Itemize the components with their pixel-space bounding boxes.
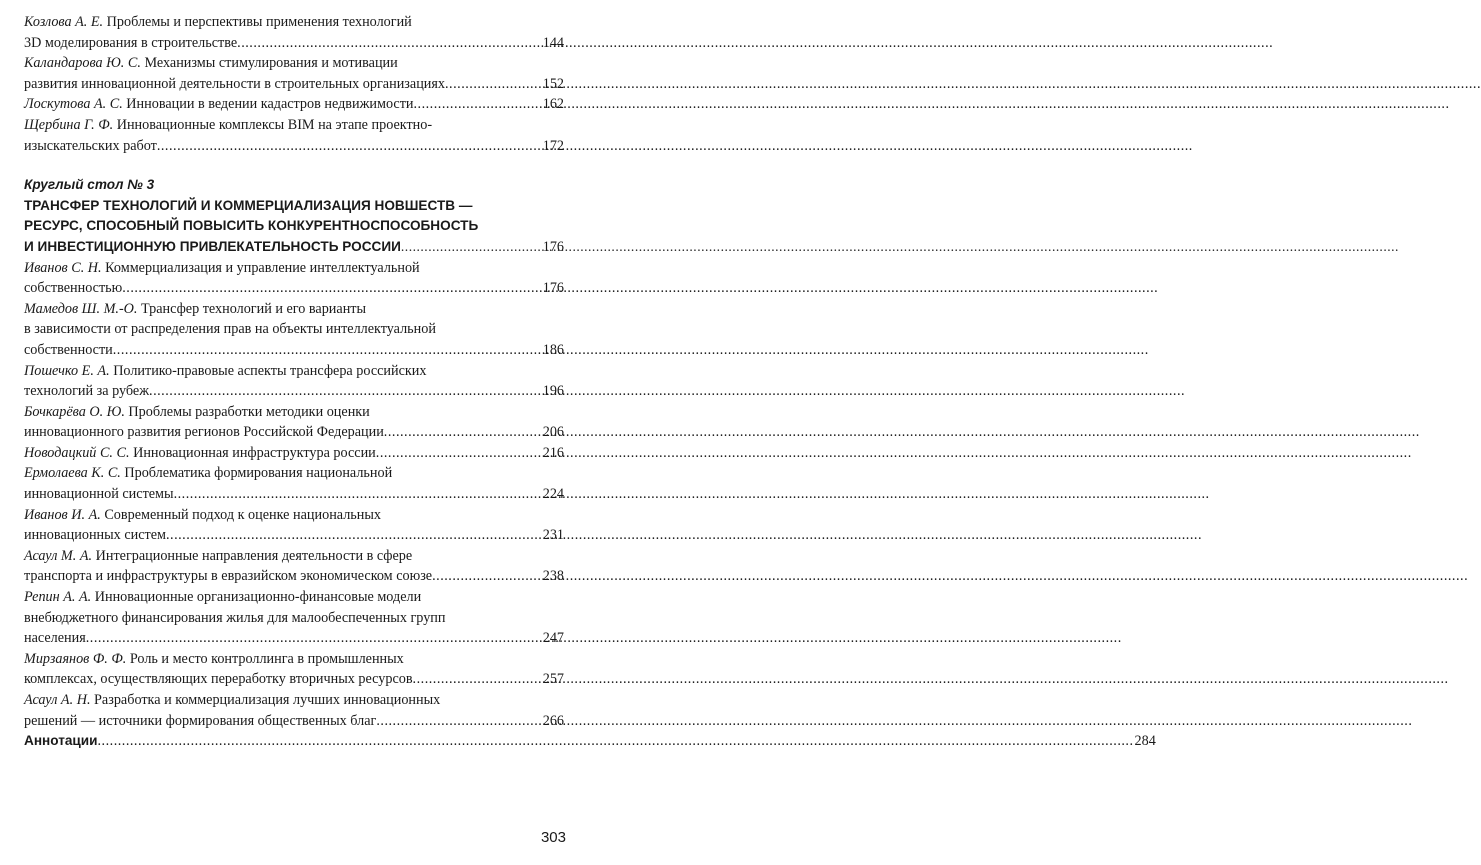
toc-entry — [24, 361, 564, 402]
annotations-label: Аннотации — [24, 733, 98, 749]
section-label: Круглый стол № 3 — [24, 177, 155, 193]
entry-author: Пошечко Е. А. — [24, 362, 110, 379]
annotations-page-number: 284 — [1134, 733, 1156, 750]
toc-entry — [24, 94, 564, 115]
entry-page-number: 162 — [542, 96, 564, 113]
entry-page-number: 247 — [542, 630, 564, 647]
entry-author: Бочкарёва О. Ю. — [24, 403, 125, 420]
entry-author: Иванов С. Н. — [24, 259, 102, 276]
entry-title-line: Инновационная инфраструктура россии — [133, 444, 376, 461]
entry-author: Иванов И. А. — [24, 506, 101, 523]
entry-title-line: внебюджетного финансирования жилья для малообеспеченных групп — [24, 609, 446, 626]
entry-title-line: развития инновационной деятельности в строительных организациях — [24, 75, 445, 92]
toc-entry — [24, 53, 564, 94]
section-title-line: И ИНВЕСТИЦИОННУЮ ПРИВЛЕКАТЕЛЬНОСТЬ РОССИИ — [24, 238, 401, 254]
entry-author: Мамедов Ш. М.-О. — [24, 300, 138, 317]
entry-title-line: изыскательских работ — [24, 137, 157, 154]
dot-leader — [237, 33, 542, 54]
entry-title-line: Проблемы разработки методики оценки — [128, 403, 370, 420]
dot-leader — [166, 525, 542, 546]
entry-author: Асаул М. А. — [24, 547, 93, 564]
entry-title-line: инновационных систем — [24, 527, 166, 544]
entry-author: Мирзаянов Ф. Ф. — [24, 650, 127, 667]
entry-author: Козлова А. Е. — [24, 14, 104, 30]
entry-author: Лоскутова А. С. — [24, 96, 123, 113]
toc-entries-top — [24, 12, 564, 156]
entry-page-number: 186 — [542, 341, 564, 358]
entry-page-number: 216 — [542, 444, 564, 461]
dot-leader — [413, 94, 541, 115]
section-title-line: РЕСУРС, СПОСОБНЫЙ ПОВЫСИТЬ КОНКУРЕНТНОСПОСОБНОСТЬ — [24, 218, 479, 234]
entry-author: Новодацкий С. С. — [24, 444, 130, 461]
entry-title-line: Инновационные организационно-финансовые модели — [94, 589, 422, 606]
entry-author: Каландарова Ю. С. — [24, 55, 141, 72]
entry-title-line: Разработка и коммерциализация лучших инновационных — [94, 692, 441, 708]
entry-title-line: Инновации в ведении кадастров недвижимости — [126, 96, 414, 113]
entry-page-number: 176 — [542, 280, 564, 297]
entry-title-line: Проблемы и перспективы применения технологий — [106, 14, 412, 30]
dot-leader — [113, 340, 542, 361]
dot-leader — [174, 484, 542, 505]
entry-page-number: 266 — [542, 712, 564, 729]
toc-entry — [24, 649, 564, 690]
entry-title-line: Трансфер технологий и его варианты — [141, 300, 367, 317]
entry-title-line: Коммерциализация и управление интеллектуальной — [105, 259, 420, 276]
entry-author: Репин А. А. — [24, 589, 92, 606]
entry-title-line: решений — источники формирования общественных благ — [24, 712, 377, 729]
dot-leader — [413, 669, 542, 690]
annotations-entry — [24, 731, 1156, 752]
section-page-number: 176 — [542, 238, 564, 255]
section-heading — [24, 175, 564, 257]
dot-leader — [157, 136, 542, 157]
toc-entry — [24, 299, 564, 361]
dot-leader — [86, 628, 542, 649]
dot-leader — [432, 566, 542, 587]
entry-title-line: технологий за рубеж — [24, 383, 150, 400]
entry-title-line: Инновационные комплексы BIM на этапе проектно- — [116, 116, 433, 133]
entry-title-line: транспорта и инфраструктуры в евразийском экономическом союзе — [24, 568, 433, 585]
toc-entry — [24, 258, 564, 299]
entry-title-line: 3D моделирования в строительстве — [24, 34, 238, 51]
entry-page-number: 172 — [542, 137, 564, 154]
dot-leader — [401, 237, 542, 258]
entry-title-line: инновационной системы — [24, 486, 174, 503]
table-of-contents — [24, 12, 1156, 752]
page-number: 303 — [540, 829, 566, 846]
toc-entry — [24, 443, 564, 464]
entry-author: Асаул А. Н. — [24, 692, 91, 708]
section-title-line: ТРАНСФЕР ТЕХНОЛОГИЙ И КОММЕРЦИАЛИЗАЦИЯ НОВШЕСТВ — — [24, 197, 473, 213]
dot-leader — [122, 278, 542, 299]
dot-leader — [149, 381, 542, 402]
toc-entry — [24, 12, 564, 53]
dot-leader — [445, 74, 542, 95]
entry-title-line: собственности — [24, 341, 113, 358]
dot-leader — [384, 422, 542, 443]
entry-title-line: населения — [24, 630, 86, 647]
entry-title-line: Политико-правовые аспекты трансфера российских — [113, 362, 427, 379]
entry-title-line: инновационного развития регионов Российской Федерации — [24, 424, 384, 441]
entry-page-number: 206 — [542, 424, 564, 441]
entry-title-line: собственностью — [24, 280, 123, 297]
entry-author: Ермолаева К. С. — [24, 465, 121, 482]
entry-page-number: 224 — [542, 486, 564, 503]
entry-page-number: 257 — [542, 671, 564, 688]
entry-title-line: Интеграционные направления деятельности в сфере — [95, 547, 413, 564]
entry-page-number: 152 — [542, 75, 564, 92]
entry-title-line: Современный подход к оценке национальных — [104, 506, 381, 523]
entry-page-number: 231 — [542, 527, 564, 544]
toc-entries-section — [24, 258, 564, 732]
entry-title-line: в зависимости от распределения прав на объекты интеллектуальной — [24, 321, 436, 338]
entry-page-number: 196 — [542, 383, 564, 400]
dot-leader — [376, 711, 541, 732]
entry-author: Щербина Г. Ф. — [24, 116, 114, 133]
entry-title-line: Механизмы стимулирования и мотивации — [144, 55, 398, 72]
toc-entry — [24, 505, 564, 546]
entry-page-number: 144 — [542, 34, 564, 51]
entry-title-line: Проблематика формирования национальной — [124, 465, 393, 482]
entry-title-line: комплексах, осуществляющих переработку вторичных ресурсов — [24, 671, 413, 688]
dot-leader — [98, 731, 1134, 752]
entry-title-line: Роль и место контроллинга в промышленных — [129, 650, 404, 667]
dot-leader — [376, 443, 542, 464]
toc-entry — [24, 115, 564, 156]
toc-entry — [24, 463, 564, 504]
toc-entry — [24, 402, 564, 443]
toc-entry — [24, 690, 564, 731]
toc-entry — [24, 587, 564, 649]
toc-entry — [24, 546, 564, 587]
entry-page-number: 238 — [542, 568, 564, 585]
